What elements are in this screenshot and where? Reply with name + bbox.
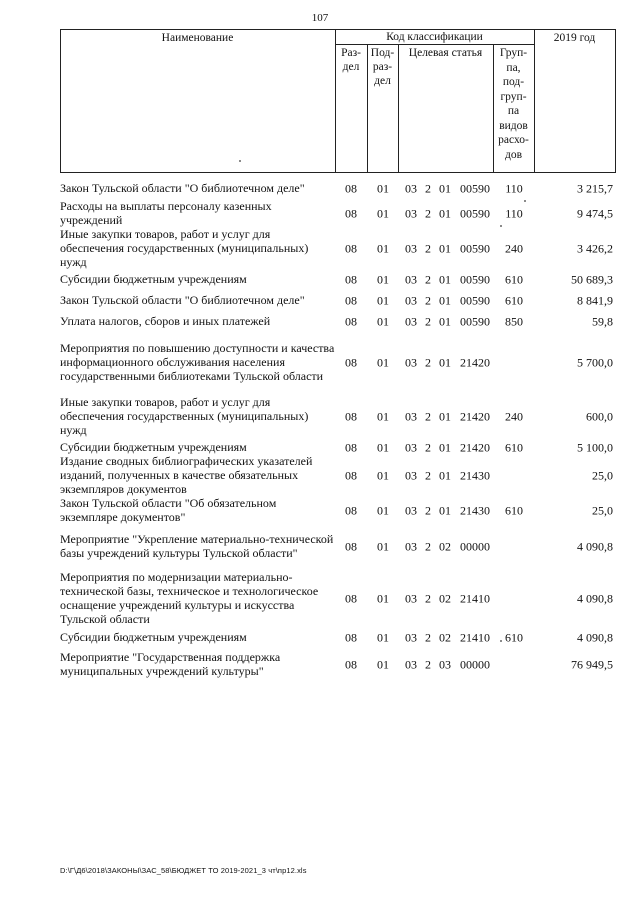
table-row <box>60 569 615 629</box>
row-code-c3: 03 <box>405 657 417 672</box>
row-amount: 4 090,8 <box>577 591 613 606</box>
row-code-c2: 01 <box>377 409 389 424</box>
row-amount: 25,0 <box>592 503 613 517</box>
row-code-c6: 00000 <box>460 539 490 554</box>
row-code-c6: 00590 <box>460 314 490 329</box>
row-code-c3: 03 <box>405 630 417 644</box>
header-group: Груп- па, под- груп- па видов расхо- дов <box>498 47 529 161</box>
row-code-c1: 08 <box>345 241 357 256</box>
row-name: Иные закупки товаров, работ и услуг для обеспечения государственных (муниципальных) нужд <box>60 227 309 269</box>
header-year: 2019 год <box>553 32 596 44</box>
row-name: Субсидии бюджетным учреждениям <box>60 271 247 286</box>
table-row <box>60 313 615 331</box>
row-code-c6: 21430 <box>460 468 490 483</box>
row-code-c4: 2 <box>425 181 431 196</box>
row-code-c4: 2 <box>425 503 431 517</box>
row-name: Мероприятие "Государственная поддержка муниципальных учреждений культуры" <box>60 650 281 678</box>
row-code-c5: 01 <box>439 314 451 329</box>
row-amount: 59,8 <box>592 314 613 329</box>
row-code-c6: 00000 <box>460 657 490 672</box>
row-code-c2: 01 <box>377 657 389 672</box>
row-amount: 4 090,8 <box>577 539 613 554</box>
row-code-c3: 03 <box>405 241 417 256</box>
row-code-c3: 03 <box>405 355 417 370</box>
row-code-c5: 01 <box>439 440 451 454</box>
row-code-c3: 03 <box>405 206 417 221</box>
row-code-c2: 01 <box>377 181 389 196</box>
row-code-c1: 08 <box>345 539 357 554</box>
row-code-c2: 01 <box>377 241 389 256</box>
row-code-c3: 03 <box>405 272 417 286</box>
row-code-c2: 01 <box>377 293 389 308</box>
row-name: Иные закупки товаров, работ и услуг для обеспечения государственных (муниципальных) нужд <box>60 395 309 437</box>
table-row <box>60 395 615 439</box>
row-code-c1: 08 <box>345 293 357 308</box>
row-code-c4: 2 <box>425 409 431 424</box>
table-row <box>60 270 615 289</box>
row-code-c4: 2 <box>425 630 431 644</box>
row-code-c5: 01 <box>439 241 451 256</box>
row-code-c2: 01 <box>377 355 389 370</box>
row-name: Субсидии бюджетным учреждениям <box>60 439 247 454</box>
row-code-c3: 03 <box>405 293 417 308</box>
table-row <box>60 525 615 569</box>
row-amount: 8 841,9 <box>577 293 613 308</box>
row-name: Субсидии бюджетным учреждениям <box>60 629 247 644</box>
header-name: Наименование <box>161 32 234 44</box>
row-code-c6: 00590 <box>460 272 490 286</box>
header-razdel: Раз- дел <box>341 47 361 73</box>
table-header <box>60 29 615 173</box>
row-name: Мероприятие "Укрепление материально-технической базы учреждений культуры Тульской области" <box>60 532 334 560</box>
row-code-c5: 01 <box>439 468 451 483</box>
row-code-c6: 21430 <box>460 503 490 517</box>
table-row <box>60 496 615 525</box>
table-row <box>60 289 615 313</box>
row-code-c1: 08 <box>345 503 357 517</box>
row-code-c2: 01 <box>377 272 389 286</box>
row-code-c2: 01 <box>377 630 389 644</box>
row-code-c1: 08 <box>345 206 357 221</box>
row-code-c6: 21420 <box>460 409 490 424</box>
row-code-c2: 01 <box>377 314 389 329</box>
row-code-c1: 08 <box>345 591 357 606</box>
row-name: Уплата налогов, сборов и иных платежей <box>60 314 271 329</box>
header-target: Целевая статья <box>408 47 483 59</box>
row-code-c3: 03 <box>405 409 417 424</box>
row-amount: 25,0 <box>592 468 613 483</box>
row-code-c5: 01 <box>439 503 451 517</box>
row-code-c7: 110 <box>505 206 523 221</box>
row-amount: 4 090,8 <box>577 630 613 644</box>
row-code-c4: 2 <box>425 272 431 286</box>
row-code-c5: 01 <box>439 293 451 308</box>
row-code-c3: 03 <box>405 440 417 454</box>
row-code-c1: 08 <box>345 630 357 644</box>
row-name: Закон Тульской области "Об обязательном экземпляре документов" <box>60 495 277 524</box>
row-code-c2: 01 <box>377 440 389 454</box>
table-row <box>60 456 615 496</box>
row-amount: 76 949,5 <box>571 657 613 672</box>
row-code-c7: 610 <box>505 630 523 644</box>
row-code-c7: 110 <box>505 181 523 196</box>
row-code-c2: 01 <box>377 591 389 606</box>
table-row <box>60 646 615 684</box>
row-code-c4: 2 <box>425 314 431 329</box>
row-name: Издание сводных библиографических указателей изданий, полученных в качестве обязательных экземпляров документов <box>60 454 313 496</box>
row-code-c5: 01 <box>439 181 451 196</box>
row-amount: 50 689,3 <box>571 272 613 286</box>
row-code-c6: 00590 <box>460 293 490 308</box>
row-name: Закон Тульской области "О библиотечном деле" <box>60 181 305 196</box>
row-code-c2: 01 <box>377 468 389 483</box>
row-code-c5: 01 <box>439 206 451 221</box>
row-code-c5: 02 <box>439 591 451 606</box>
row-code-c4: 2 <box>425 293 431 308</box>
row-code-c7: 610 <box>505 293 523 308</box>
row-amount: 3 215,7 <box>577 181 613 196</box>
row-code-c6: 21410 <box>460 630 490 644</box>
row-code-c5: 02 <box>439 539 451 554</box>
table-row <box>60 200 615 228</box>
header-podrazdel: Под- раз- дел <box>370 47 395 87</box>
row-code-c4: 2 <box>425 657 431 672</box>
row-code-c6: 00590 <box>460 181 490 196</box>
row-code-c6: 00590 <box>460 206 490 221</box>
row-code-c5: 02 <box>439 630 451 644</box>
row-code-c3: 03 <box>405 468 417 483</box>
table-row <box>60 178 615 200</box>
page-number: 107 <box>311 12 329 24</box>
row-code-c3: 03 <box>405 181 417 196</box>
row-code-c6: 21420 <box>460 355 490 370</box>
row-name: Мероприятия по модернизации материально-технической базы, техническое и технологическое оснащение учреждений культуры и искусства Тульской области <box>60 570 319 626</box>
row-code-c4: 2 <box>425 241 431 256</box>
row-code-c5: 03 <box>439 657 451 672</box>
row-code-c3: 03 <box>405 503 417 517</box>
footer-file-path: D:\Г\Д6\2018\ЗАКОНЫ\ЗАС_58\БЮДЖЕТ ТО 2019-2021_3 чт\пр12.xls <box>60 866 307 875</box>
row-code-c2: 01 <box>377 539 389 554</box>
table-body <box>60 178 615 684</box>
row-amount: 9 474,5 <box>577 206 613 221</box>
row-name: Закон Тульской области "О библиотечном деле" <box>60 293 305 308</box>
row-code-c6: 00590 <box>460 241 490 256</box>
row-code-c1: 08 <box>345 468 357 483</box>
table-row <box>60 228 615 270</box>
table-row <box>60 629 615 646</box>
row-code-c4: 2 <box>425 591 431 606</box>
row-code-c1: 08 <box>345 440 357 454</box>
row-amount: 600,0 <box>586 409 613 424</box>
row-code-c3: 03 <box>405 314 417 329</box>
row-amount: 5 100,0 <box>577 440 613 454</box>
row-code-c5: 01 <box>439 409 451 424</box>
row-code-c1: 08 <box>345 355 357 370</box>
row-code-c1: 08 <box>345 657 357 672</box>
row-code-c1: 08 <box>345 409 357 424</box>
row-code-c5: 01 <box>439 272 451 286</box>
row-code-c6: 21410 <box>460 591 490 606</box>
row-code-c6: 21420 <box>460 440 490 454</box>
header-classification: Код классификации <box>386 31 483 43</box>
row-name: Расходы на выплаты персоналу казенных учреждений <box>60 199 272 227</box>
row-amount: 3 426,2 <box>577 241 613 256</box>
row-code-c2: 01 <box>377 206 389 221</box>
row-code-c3: 03 <box>405 539 417 554</box>
row-code-c4: 2 <box>425 206 431 221</box>
row-code-c4: 2 <box>425 468 431 483</box>
row-code-c4: 2 <box>425 440 431 454</box>
row-code-c7: 240 <box>505 241 523 256</box>
row-code-c7: 240 <box>505 409 523 424</box>
row-code-c1: 08 <box>345 272 357 286</box>
row-code-c7: 850 <box>505 314 523 329</box>
row-code-c2: 01 <box>377 503 389 517</box>
row-code-c1: 08 <box>345 314 357 329</box>
row-code-c7: 610 <box>505 503 523 517</box>
row-amount: 5 700,0 <box>577 355 613 370</box>
row-code-c7: 610 <box>505 272 523 286</box>
row-name: Мероприятия по повышению доступности и качества информационного обслуживания населения государственными библиотеками Тульской области <box>60 341 335 383</box>
row-code-c3: 03 <box>405 591 417 606</box>
row-code-c4: 2 <box>425 355 431 370</box>
row-code-c4: 2 <box>425 539 431 554</box>
row-code-c5: 01 <box>439 355 451 370</box>
row-code-c1: 08 <box>345 181 357 196</box>
row-code-c7: 610 <box>505 440 523 454</box>
table-row <box>60 331 615 395</box>
